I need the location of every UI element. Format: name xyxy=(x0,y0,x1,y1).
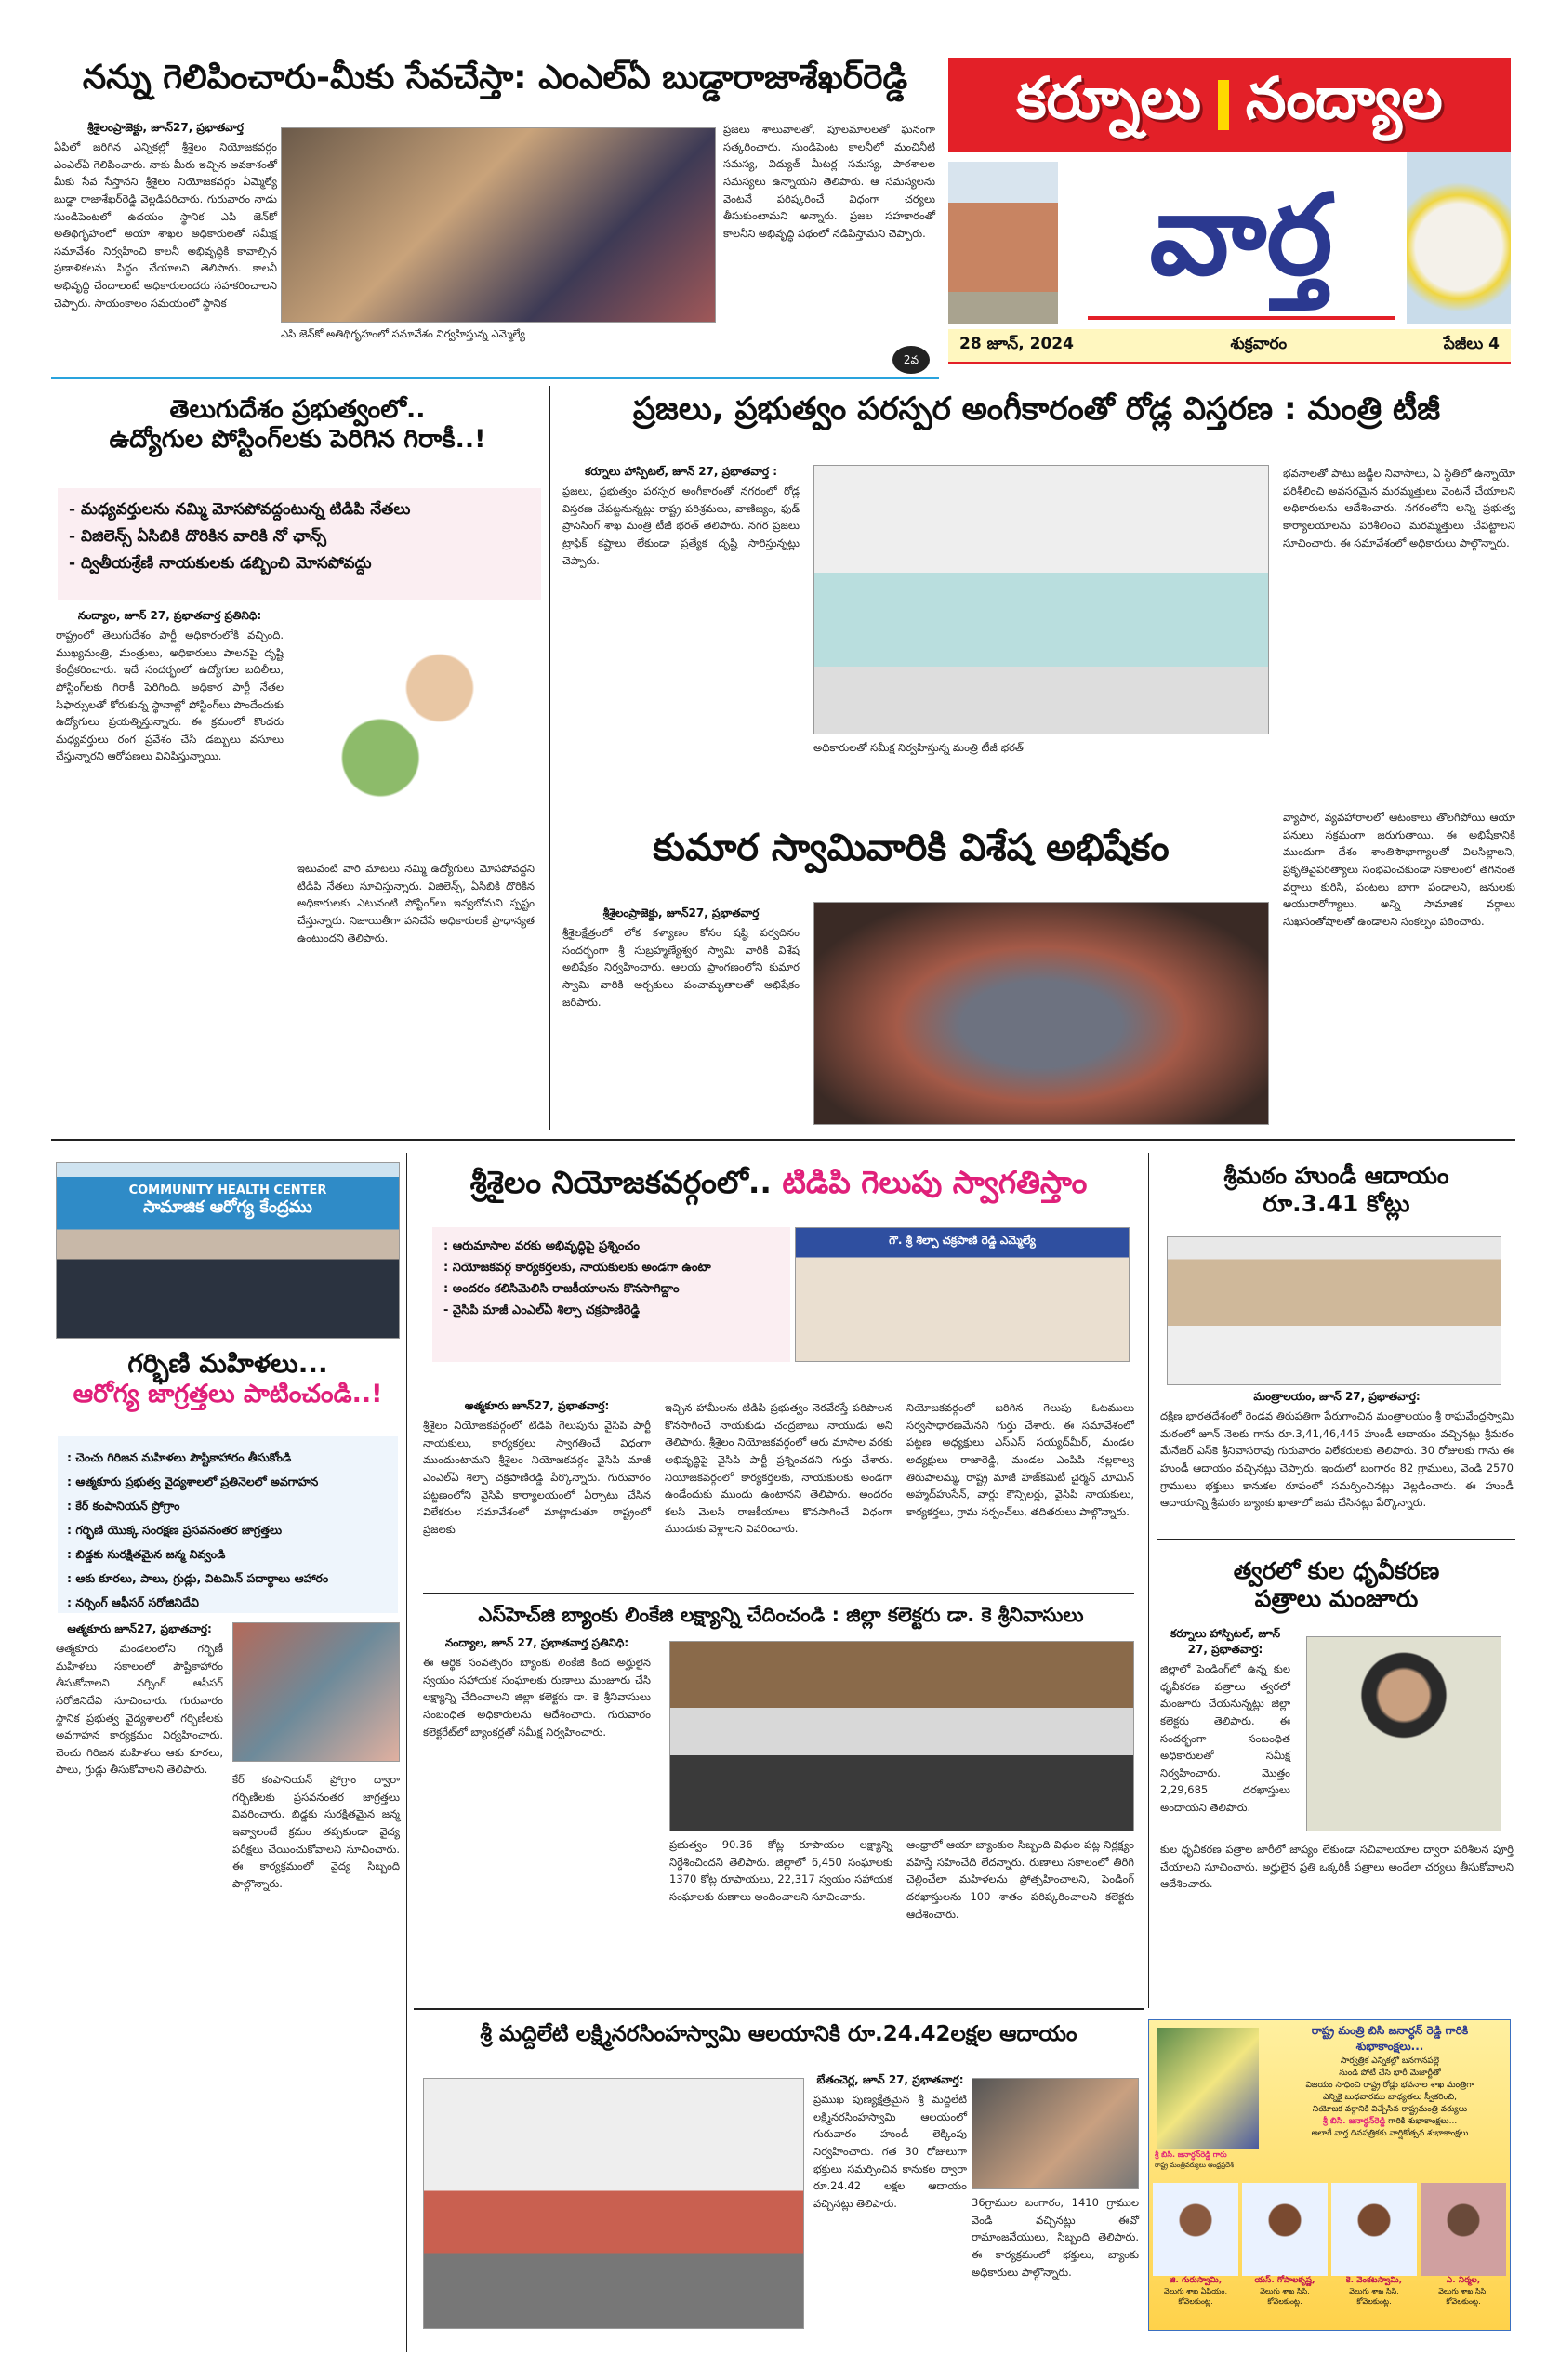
story2-highlights xyxy=(58,488,541,600)
story8-body-block xyxy=(1160,1390,1514,1512)
column-rule xyxy=(406,1153,407,2352)
story4-headline: కుమార స్వామివారికి విశేష అభిషేకం xyxy=(653,826,1170,869)
story2-headline xyxy=(56,395,539,456)
ad-person xyxy=(1242,2183,1328,2307)
story6-col1 xyxy=(423,1399,651,1538)
story10-dateline: బేతంచెర్ల, జూన్ 27, ప్రభాతవార్త: xyxy=(816,2073,964,2086)
story6-photo xyxy=(795,1227,1130,1362)
story7-dateline: నంద్యాల, జూన్ 27, ప్రభాతవార్త ప్రతినిధి: xyxy=(444,1636,629,1649)
highlight-item: : నర్సింగ్ ఆఫీసర్ సరోజినిదేవి xyxy=(67,1595,199,1609)
column-rule xyxy=(1148,1153,1149,2008)
nandi-image xyxy=(1407,152,1511,324)
story1-body1: ఏపిలో జరిగిన ఎన్నికల్లో శ్రీశైలం నియోజకవర్గం ఎంఎల్ఏ గెలిపించారు. నాకు మీరు ఇచ్చిన అవకాశంతో మీకు సేవ సేస్తానని శ్రీశైలం నియోజకవర్గం ఏమ్మెల్యే బుడ్డా రాజాశేఖర్‌రెడ్డి వెల్లడిపరిచారు. గురువారం నాడు సుండిపెంటలో ఉదయం స్థానిక ఎపి జెన్‌కో అతిథిగృహంలో అయా శాఖల అధికారులతో సమీక్ష సమావేశం నిర్వహించి కాలనీ అభివృద్ధికి కావాల్సిన ప్రణాళికలను సిద్ధం చేయాలని తెలిపారు. కాలనీ అభివృద్ధి చేందాలంటే అధికారులందరు సహకరించాలని చెప్పారు. సాయంకాలం సమయంలో స్థానిక xyxy=(54,140,277,310)
region-right: నంద్యాల xyxy=(1245,64,1443,132)
story5-headline-line1: గర్భిణి మహిళలు... xyxy=(127,1348,328,1379)
story1-body2: ప్రజలు శాలువాలతో, పూలమాలలతో ఘనంగా సత్కరించారు. సుండిపెంట కాలనీలో మంచినీటి సమస్య, విద్యుత్ మీటర్ల సమస్య, పాఠశాలల సమస్యలు ఉన్నాయని తెలిపారు. ఆ సమస్యలను వెంటనే పరిష్కరించే విధంగా చర్యలు తీసుకుంటామని అన్నారు. ప్రజల సహకారంతో కాలనీని అభివృద్ధి పథంలో నడిపిస్తామని చెప్పారు. xyxy=(723,123,935,240)
person-photo xyxy=(1331,2183,1417,2276)
highlight-item: - విజిలెన్స్ ఏసిబికి దొరికిన వారికి నో ఛాన్స్ xyxy=(69,527,326,546)
story5-col1 xyxy=(56,1622,223,1778)
highlight-item: : ఆరుమాసాల వరకు అభివృద్ధిపై ప్రశ్నించం xyxy=(443,1239,640,1253)
story6-dateline: ఆత్మకూరు జూన్27, ప్రభాతవార్త: xyxy=(464,1399,610,1412)
column-rule xyxy=(549,386,550,1130)
photo-banner: గౌ. శ్రీ శిల్పా చక్రపాణి రెడ్డి ఎమ్మెల్యే xyxy=(889,1234,1036,1247)
story8-headline-line2: రూ.3.41 కోట్లు xyxy=(1263,1190,1410,1217)
ad-line: నియోజక వర్గానికి విచ్చేసిన రాష్ట్రమంత్రి వర్యులు xyxy=(1312,2105,1468,2115)
person-photo xyxy=(1421,2183,1506,2276)
divider xyxy=(414,2008,1144,2010)
story3-body2: భవనాలతో పాటు జడ్జీల నివాసాలు, ఏ స్థితిలో ఉన్నాయో పరిశీలించి అవసరమైన మరమ్మత్తులు వెంటనే చేయాలని అధికారులను ఆదేశించారు. నగరంలోని అన్ని ప్రభుత్వ కార్యాలయాలను పరిశీలించి మరమ్మత్తులు చేపట్టాలని సూచించారు. ఈ సమావేశంలో అధికారులు పాల్గొన్నారు. xyxy=(1283,467,1515,549)
highlight-item: : కేర్ కంపానియన్ ప్రోగ్రాం xyxy=(67,1499,180,1513)
story8-dateline: మంత్రాలయం, జూన్ 27, ప్రభాతవార్త: xyxy=(1253,1390,1421,1403)
region-left: కర్నూలు xyxy=(1016,64,1201,132)
story7-body3: ఆంధ్రాలో ఆయా బ్యాంకుల సిబ్బంది విధుల పట్ల నిర్లక్ష్యం వహిస్తే సహించేది లేదన్నారు. రుణాలు సకాలంలో తిరిగి చెల్లించేలా మహిళలను ప్రోత్సహించాలని, పెండింగ్ దరఖాస్తులను 100 శాతం పరిష్కరించాలని కలెక్టరు ఆదేశించారు. xyxy=(906,1838,1134,1921)
story9-headline xyxy=(1157,1557,1515,1613)
person-name: జి. గురుస్వామి, xyxy=(1169,2276,1223,2285)
fort-image xyxy=(948,162,1058,324)
divider xyxy=(1157,1539,1515,1540)
story5-body1: ఆత్మకూరు మండలంలోని గర్భిణీ మహిళలు సకాలంలో పౌష్టికాహారం తీసుకోవాలని నర్సింగ్ ఆఫీసర్ సరోజినిదేవి సూచించారు. గురువారం స్థానిక ప్రభుత్వ వైద్యశాలలో గర్భిణీలకు అవగాహన కార్యక్రమం నిర్వహించారు. చెంచు గిరిజన మహిళలు ఆకు కూరలు, పాలు, గ్రుడ్లు తీసుకోవాలని తెలిపారు. xyxy=(56,1642,223,1777)
story1-page-badge: 2వ xyxy=(892,346,930,374)
story9-col1 xyxy=(1160,1627,1290,1817)
highlight-item: - ద్వితీయశ్రేణి నాయకులకు డబ్బించి మోసపోవద్దు xyxy=(69,554,372,573)
ad-line: అలాగే వార్త దినపత్రికకు వార్షికోత్సవ శుభాకాంక్షలు xyxy=(1311,2129,1469,2139)
minister-photo xyxy=(1157,2028,1259,2149)
health-center-photo xyxy=(56,1162,400,1339)
ad-person xyxy=(1331,2183,1417,2307)
story5-highlights xyxy=(58,1436,398,1613)
highlight-item: : అందరం కలిసిమెలిసి రాజకీయాలను కొనసాగిద్దాం xyxy=(443,1282,680,1296)
story5-headline xyxy=(56,1348,400,1409)
story4-dateline: శ్రీశైలంప్రాజెక్టు, జూన్27, ప్రభాతవార్త xyxy=(602,906,760,919)
story10-body1: ప్రముఖ పుణ్యక్షేత్రమైన శ్రీ మద్దిలేటి లక్ష్మినరసింహస్వామి ఆలయంలో గురువారం హుండీ లెక్కింపు నిర్వహించారు. గత 30 రోజులుగా భక్తులు సమర్పించిన కానుకల ద్వారా రూ.24.42 లక్షల ఆదాయం వచ్చినట్లు తెలిపారు. xyxy=(813,2093,967,2210)
ad-title2: శుభాకాంక్షలు... xyxy=(1355,2040,1424,2053)
story1-caption: ఎపి జెన్‌కో అతిథిగృహంలో సమావేశం నిర్వహిస్తున్న ఎమ్మెల్యే xyxy=(281,327,525,340)
ad-title1: రాష్ట్ర మంత్రి బిసి జనార్ధన్ రెడ్డి గారికి xyxy=(1311,2024,1469,2037)
highlight-item: : ఆత్మకూరు ప్రభుత్వ వైద్యశాలలో ప్రతినెలలో అవగాహన xyxy=(67,1474,319,1488)
highlight-item: : గర్భిణి యొక్క సంరక్షణ ప్రసవనంతర జాగ్రత్తలు xyxy=(67,1523,283,1537)
masthead xyxy=(948,58,1511,369)
story7-photo xyxy=(669,1641,1134,1831)
person-photo xyxy=(1242,2183,1328,2276)
story7-headline: ఎస్‌హెచ్‌జి బ్యాంకు లింకేజి లక్ష్యాన్ని చేదించండి : జిల్లా కలెక్టరు డా. కె శ్రీనివాసులు xyxy=(478,1604,1084,1626)
ad-highlight-name: శ్రీ బిసి. జనార్ధన్‌రెడ్డి xyxy=(1322,2117,1386,2127)
story7-col1 xyxy=(423,1636,651,1740)
divider xyxy=(51,1139,1515,1141)
ad-line: నుండి పోటీ చేసి భారీ మెజార్టీతో xyxy=(1339,2069,1441,2079)
logo-varta: వార్త xyxy=(1088,152,1395,320)
story2-headline-line1: తెలుగుదేశం ప్రభుత్వంలో.. xyxy=(169,395,426,424)
divider xyxy=(51,377,939,379)
story3-caption: అధికారులతో సమీక్ష నిర్వహిస్తున్న మంత్రి టీజీ భరత్ xyxy=(813,741,1024,754)
story4-body2: వ్యాపార, వ్యవహారాలలో ఆటంకాలు తొలగిపోయి ఆయా పనులు సక్రమంగా జరుగుతాయి. ఈ అభిషేకానికి ముందుగా దేశం శాంతిసౌభాగ్యాలతో విలసిల్లాలని, ప్రకృతివైపరిత్యాలు సంభవించకుండా సకాలంలో తగినంత వర్షాలు కురిసి, పంటలు బాగా పండాలని, జనులకు ఆయురారోగ్యాలు, అన్ని సామాజిక వర్గాలు సుఖసంతోషాలతో ఉండాలని సంకల్పం పఠించారు. xyxy=(1283,811,1515,928)
story6-body2: ఇచ్చిన హామీలను టిడిపి ప్రభుత్వం నెరవేరస్తే పరిపాలన కొనసాగించే నాయకుడు చంద్రబాబు నాయుడు అని తెలిపారు. శ్రీశైలం నియోజకవర్గంలో ఆరు మాసాల వరకు అభివృద్ధిపై వైసిపి పార్టీ ప్రశ్నించదని గుర్తు చేశారు. నియోజకవర్గంలో కార్యకర్తలకు, నాయకులకు అండగా ఉండేందుకు ముందు ఉంటానని తెలిపారు. అందరం కలసి మెలసి రాజకీయాలు కొనసాగించే విధంగా ముందుకు వెళ్లాలని వివరించారు. xyxy=(665,1401,892,1536)
story8-photo xyxy=(1167,1236,1501,1385)
story1-photo xyxy=(281,127,716,323)
person-name: ఎ. నిర్మల, xyxy=(1446,2276,1481,2285)
minister-title: రాష్ట్ర మంత్రివర్యులు ఆంధ్రప్రదేశ్ xyxy=(1155,2162,1234,2169)
story10-photo2 xyxy=(972,2078,1139,2189)
story1-text-col1 xyxy=(54,121,277,311)
story3-headline: ప్రజలు, ప్రభుత్వం పరస్పర అంగీకారంతో రోడ్ల విస్తరణ : మంత్రి టీజీ xyxy=(632,390,1441,428)
issue-weekday: శుక్రవారం xyxy=(1230,334,1288,353)
story8-body: దక్షిణ భారతదేశంలో రెండవ తిరుపతిగా పేరుగాంచిన మంత్రాలయం శ్రీ రాఘవేంద్రస్వామి మఠంలో జూన్ నెలకు గాను రూ.3,41,46,445 హుండీ ఆదాయం వచ్చినట్లు శ్రీమఠం మేనేజర్ ఎస్‌కె శ్రీనివాసరావు గురువారం విలేకరులకు తెలిపారు. 30 రోజులకు గాను ఈ హుండీ ఆదాయం వచ్చినట్లు చెప్పారు. ఇందులో బంగారం 82 గ్రాములు, వెండి 2570 గ్రాములు భక్తులు కానుకల రూపంలో సమర్పించినట్లు వెల్లడించారు. ఈ హుండీ ఆదాయాన్ని శ్రీమఠం బ్యాంకు ఖాతాలో జమ చేసినట్లు పేర్కొన్నారు. xyxy=(1160,1409,1514,1510)
story4-body1: శ్రీశైలక్షేత్రంలో లోక కళ్యాణం కోసం షష్ఠి పర్వదినం సందర్భంగా శ్రీ సుబ్రహ్మణ్యేశ్వర స్వామి వారికి విశేష అభిషేకం నిర్వహించారు. ఆలయ ప్రాంగణంలోని కుమార స్వామి వారికి అర్చకులు పంచామృతాలతో అభిషేకం జరిపారు. xyxy=(562,926,800,1009)
story1-dateline: శ్రీశైలంప్రాజెక్టు, జూన్27, ప్రభాతవార్త xyxy=(87,121,244,134)
story9-body2: కుల ధృవీకరణ పత్రాల జారీలో జాప్యం లేకుండా సచివాలయాల ద్వారా పరిశీలన పూర్తి చేయాలని సూచించారు. అర్హులైన ప్రతి ఒక్కరికీ పత్రాలు అందేలా చర్యలు తీసుకోవాలని ఆదేశించారు. xyxy=(1160,1843,1514,1891)
story9-photo xyxy=(1306,1636,1501,1831)
story2-headline-line2: ఉద్యోగుల పోస్టింగ్‌లకు పెరిగిన గిరాకీ..! xyxy=(109,425,486,455)
ad-line: గారికి శుభాకాంక్షలు... xyxy=(1388,2117,1458,2127)
separator xyxy=(1218,80,1229,130)
story6-body3: నియోజకవర్గంలో జరిగిన గెలుపు ఓటములు సర్వసాధారణమేనని గుర్తు చేశారు. ఈ సమావేశంలో పట్టణ అధ్యక్షులు ఎస్ఎస్ సయ్యద్‌మీర్, మండల అధ్యక్షులు రాజారెడ్డి, మండల ఎంపిపి నల్లకాల్వ తిరుపాలమ్మ, రాష్ట్ర మాజీ హజ్‌కమిటీ చైర్మన్ మోమిన్ అహ్మద్‌హుసేన్, వార్డు కౌన్సిలర్లు, వైసిపి నాయకులు, కార్యకర్తలు, గ్రామ సర్పంచ్‌లు, తదితరులు పాల్గొన్నారు. xyxy=(906,1401,1134,1518)
issue-date: 28 జూన్, 2024 xyxy=(959,334,1074,353)
story7-body1: ఈ ఆర్థిక సంవత్సరం బ్యాంకు లింకేజి కింద అర్హులైన స్వయం సహాయక సంఘాలకు రుణాలు మంజూరు చేసి లక్ష్యాన్ని చేదించాలని జిల్లా కలెక్టరు డా. కె శ్రీనివాసులు సంబంధిత అధికారులను ఆదేశించారు. గురువారం కలెక్టరేట్‌లో బ్యాంకర్లతో సమీక్ష నిర్వహించారు. xyxy=(423,1656,651,1739)
person-role: వెలుగు శాఖ సిసి, xyxy=(1260,2287,1310,2295)
ad-person xyxy=(1421,2183,1506,2307)
story5-dateline: ఆత్మకూరు జూన్27, ప్రభాతవార్త: xyxy=(67,1622,212,1635)
ad-line: విజయం సాధించి రాష్ట్ర రోడ్లు భవనాల శాఖ మంత్రిగా xyxy=(1305,2081,1474,2091)
story6-highlights xyxy=(432,1227,790,1362)
story4-photo xyxy=(813,902,1269,1125)
minister-name: శ్రీ బిసి. జనార్ధన్‌రెడ్డి గారు xyxy=(1155,2150,1227,2159)
story10-body2: 36గ్రాముల బంగారం, 1410 గ్రాముల వెండి వచ్చినట్లు ఈవో రామాంజనేయులు, సిబ్బంది తెలిపారు. ఈ కార్యక్రమంలో భక్తులు, బ్యాంకు అధికారులు పాల్గొన్నారు. xyxy=(972,2196,1139,2279)
highlight-item: - వైసిపి మాజీ ఎంఎల్ఏ శిల్పా చక్రపాణిరెడ్డి xyxy=(443,1303,641,1317)
story8-headline xyxy=(1157,1162,1515,1218)
page-count: పేజీలు 4 xyxy=(1443,334,1500,353)
region-banner xyxy=(948,58,1511,152)
story9-body1: జిల్లాలో పెండింగ్‌లో ఉన్న కుల ధృవీకరణ పత్రాలు త్వరలో మంజూరు చేయనున్నట్లు జిల్లా కలెక్టరు తెలిపారు. ఈ సందర్భంగా సంబంధిత అధికారులతో సమీక్ష నిర్వహించారు. మొత్తం 2,29,685 దరఖాస్తులు అందాయని తెలిపారు. xyxy=(1160,1662,1290,1814)
person-role: వెలుగు శాఖ ఏపియం, xyxy=(1163,2287,1227,2295)
highlight-item: : ఆకు కూరలు, పాలు, గ్రుడ్లు, విటమిన్ పదార్థాలు ఆహారం xyxy=(67,1571,329,1585)
story5-body2: కేర్ కంపానియన్ ప్రోగ్రాం ద్వారా గర్భిణీలకు ప్రసవనంతర జాగ్రత్తలు వివరించారు. బిడ్డకు సురక్షితమైన జన్మ ఇవ్వాలంటే క్రమం తప్పకుండా వైద్య పరీక్షలు చేయించుకోవాలని సూచించారు. ఈ కార్యక్రమంలో వైద్య సిబ్బంది పాల్గొన్నారు. xyxy=(232,1773,400,1890)
highlight-item: : నియోజకవర్గ కార్యకర్తలకు, నాయకులకు అండగా ఉంటా xyxy=(443,1261,711,1275)
story9-dateline: కర్నూలు హాస్పిటల్, జూన్ 27, ప్రభాతవార్త: xyxy=(1170,1627,1281,1656)
person-place: కోవెలకుంట్ల. xyxy=(1178,2297,1213,2306)
story10-col1 xyxy=(813,2073,967,2212)
highlight-item: : చెంచు గిరిజన మహిళలు పౌష్టికాహారం తీసుకోండి xyxy=(67,1450,292,1464)
story2-body1: రాష్ట్రంలో తెలుగుదేశం పార్టీ అధికారంలోకి వచ్చింది. ముఖ్యమంత్రి, మంత్రులు, అధికారులు పాలనపై దృష్టి కేంద్రీకరించారు. ఇదే సందర్భంలో ఉద్యోగుల బదిలీలు, పోస్టింగ్‌లకు గిరాకీ పెరిగింది. అధికార పార్టీ నేతల సిఫార్సులతో కోరుకున్న స్థానాల్లో పోస్టింగ్‌లు పొందేందుకు ఉద్యోగులు ప్రయత్నిస్తున్నారు. ఈ క్రమంలో కొందరు మధ్యవర్తులు రంగ ప్రవేశం చేసి డబ్బులు వసూలు చేస్తున్నారని ఆరోపణలు వినిపిస్తున్నాయి. xyxy=(56,628,284,763)
congratulations-ad xyxy=(1148,2019,1511,2331)
highlight-item: : బిడ్డకు సురక్షితమైన జన్మ నివ్వండి xyxy=(67,1547,226,1561)
story10-headline: శ్రీ మద్దిలేటి లక్ష్మినరసింహస్వామి ఆలయానికి రూ.24.42లక్షల ఆదాయం xyxy=(480,2022,1077,2046)
story2-body2: ఇటువంటి వారి మాటలు నమ్మి ఉద్యోగులు మోసపోవద్దని టిడిపి నేతలు సూచిస్తున్నారు. విజిలెన్స్, ఏసిబికి దొరికిన అధికారులకు ఎటువంటి పోస్టింగ్‌లు ఇవ్వబోమని స్పష్టం చేస్తున్నారు. నిజాయితీగా పనిచేసే అధికారులకే ప్రాధాన్యత ఉంటుందని తెలిపారు. xyxy=(297,862,535,945)
ad-people xyxy=(1153,2183,1506,2307)
story6-headline-pink: టిడిపి గెలుపు స్వాగతిస్తాం xyxy=(782,1164,1088,1200)
story3-photo xyxy=(813,465,1269,734)
person-role: వెలుగు శాఖ సిసి, xyxy=(1349,2287,1399,2295)
story5-photo xyxy=(232,1622,400,1762)
divider xyxy=(423,1593,1134,1594)
person-photo xyxy=(1153,2183,1238,2276)
story1-headline: నన్ను గెలిపించారు-మీకు సేవచేస్తా: ఎంఎల్ఏ బుడ్డారాజాశేఖర్‌రెడ్డి xyxy=(82,59,908,97)
story6-body1: శ్రీశైలం నియోజకవర్గంలో టిడిపి గెలుపును వైసిపి పార్టీ నాయకులు, కార్యకర్తలు స్వాగతించే విధంగా ముందుంటామని శ్రీశైలం నియోజకవర్గం వైసిపి మాజీ ఎంఎల్ఏ శిల్పా చక్రపాణిరెడ్డి పేర్కొన్నారు. గురువారం పట్టణంలోని వైసిపి కార్యాలయంలో ఏర్పాటు చేసిన విలేకరుల సమావేశంలో మాట్లాడుతూ రాష్ట్రంలో ప్రజలకు xyxy=(423,1419,651,1536)
ad-line: ఎన్నికై బుధవారము బాధ్యతలు స్వీకరించి, xyxy=(1323,2093,1457,2103)
person-name: యస్. గోపాలకృష్ణ, xyxy=(1254,2276,1315,2285)
ad-line: సార్వత్రిక ఎన్నికల్లో బనగానపల్లె xyxy=(1340,2056,1440,2066)
story6-headline-black: శ్రీశైలం నియోజకవర్గంలో.. xyxy=(469,1164,772,1200)
story3-body1: ప్రజలు, ప్రభుత్వం పరస్పర అంగీకారంతో నగరంలో రోడ్ల విస్తరణ చేపట్టనున్నట్లు రాష్ట్ర పరిశ్రమలు, వాణిజ్యం, ఫుడ్ ప్రాసెసింగ్ శాఖ మంత్రి టీజీ భరత్ తెలిపారు. నగర ప్రజలు ట్రాఫిక్ కష్టాలు లేకుండా ప్రత్యేక దృష్టి సారిస్తున్నట్లు చెప్పారు. xyxy=(562,484,800,567)
sign-english: COMMUNITY HEALTH CENTER xyxy=(128,1183,327,1197)
date-bar xyxy=(948,329,1511,364)
story9-headline-line2: పత్రాలు మంజూరు xyxy=(1254,1585,1419,1612)
story5-headline-line2: ఆరోగ్య జాగ్రత్తలు పాటించండి..! xyxy=(73,1379,383,1408)
story4-col1 xyxy=(562,906,800,1011)
sign-telugu: సామాజిక ఆరోగ్య కేంద్రము xyxy=(143,1197,312,1217)
story10-photo1 xyxy=(423,2078,804,2329)
story3-col1 xyxy=(562,465,800,569)
story8-headline-line1: శ్రీమఠం హుండీ ఆదాయం xyxy=(1223,1162,1449,1189)
person-name: కె. వెంకటస్వామి, xyxy=(1345,2276,1403,2285)
highlight-item: - మధ్యవర్తులను నమ్మి మోసపోవద్దంటున్న టిడిపి నేతలు xyxy=(69,500,411,519)
person-place: కోవెలకుంట్ల. xyxy=(1267,2297,1302,2306)
story2-col1 xyxy=(56,609,284,765)
story3-dateline: కర్నూలు హాస్పిటల్, జూన్ 27, ప్రభాతవార్త : xyxy=(584,465,778,478)
person-place: కోవెలకుంట్ల. xyxy=(1446,2297,1481,2306)
ad-person xyxy=(1153,2183,1238,2307)
story9-headline-line1: త్వరలో కుల ధృవీకరణ xyxy=(1233,1557,1440,1584)
person-role: వెలుగు శాఖ సిసి, xyxy=(1438,2287,1488,2295)
story2-cartoon xyxy=(297,618,535,851)
story6-headline xyxy=(414,1164,1144,1201)
person-place: కోవెలకుంట్ల. xyxy=(1356,2297,1392,2306)
story2-dateline: నంద్యాల, జూన్ 27, ప్రభాతవార్త ప్రతినిధి: xyxy=(77,609,262,622)
story7-body2: ప్రభుత్వం 90.36 కోట్ల రూపాయల లక్ష్యాన్ని నిర్దేశించిందని తెలిపారు. జిల్లాలో 6,450 సంఘాలకు 1370 కోట్ల రూపాయలు, 22,317 స్వయం సహాయక సంఘాలకు రుణాలు అందించాలని సూచించారు. xyxy=(669,1838,892,1903)
